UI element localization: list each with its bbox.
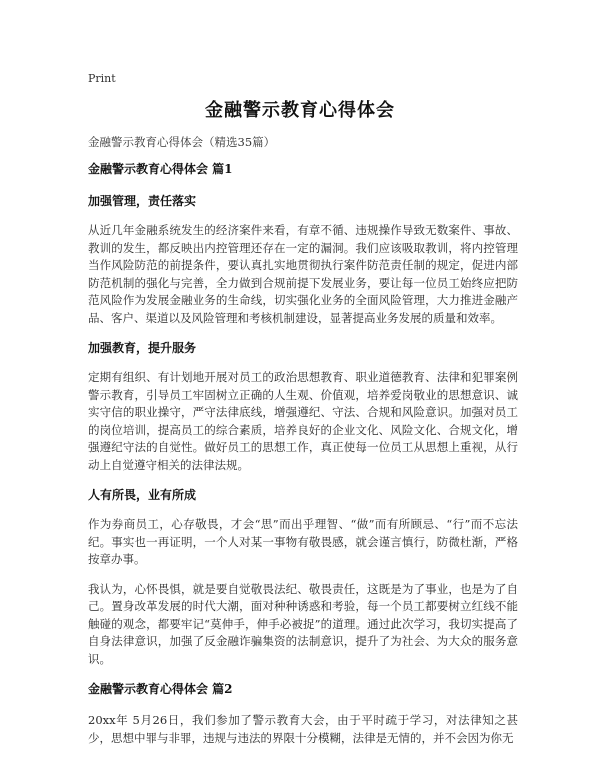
paragraph: 我认为，心怀畏惧，就是要自觉敬畏法纪、敬畏责任，这既是为了事业，也是为了自己。置身改革发展的时代大潮，面对种种诱惑和考验，每一个员工都要树立红线不能触碰的观念，都要牢记“莫伸手，伸手必被捉”的道理。通过此次学习，我切实提高了自身法律意识，加强了反金融诈骗集资的法制意识，提升了为社会、为大众的服务意识。	[88, 581, 518, 666]
paragraph: 20xx年 5月26日，我们参加了警示教育大会，由于平时疏于学习，对法律知之甚少，思想中罪与非罪，违规与违法的界限十分模糊，法律是无情的，并不会因为你无	[88, 713, 518, 745]
document-title: 金融警示教育心得体会	[205, 100, 395, 121]
section-heading: 加强管理，责任落实	[88, 194, 197, 208]
article-2-heading: 金融警示教育心得体会 篇2	[88, 682, 233, 696]
paragraph: 作为券商员工，心存敬畏，才会“思”而出乎理智、“做”而有所顾忌、“行”而不忘法纪。事实也一再证明，一个人对某一事物有敬畏感，就会谨言慎行，防微杜渐，严格按章办事。	[88, 517, 518, 566]
section-heading: 人有所畏，业有所成	[88, 488, 197, 502]
paragraph: 从近几年金融系统发生的经济案件来看，有章不循、违规操作导致无数案件、事故、教训的发生，都反映出内控管理还存在一定的漏洞。我们应该吸取教训，将内控管理当作风险防范的前提条件，要认真扎实地贯彻执行案件防范责任制的规定，促进内部防范机制的强化与完善，全力做到合规前提下发展业务，要让每一位员工始终应把防范风险作为发展金融业务的生命线，切实强化业务的全面风险管理，大力推进金融产品、客户、渠道以及风险管理和考核机制建设，显著提高业务发展的质量和效率。	[88, 223, 518, 325]
document-subtitle: 金融警示教育心得体会（精选35篇）	[88, 135, 276, 149]
paragraph: 定期有组织、有计划地开展对员工的政治思想教育、职业道德教育、法律和犯罪案例警示教育，引导员工牢固树立正确的人生观、价值观，培养爱岗敬业的思想意识、诚实守信的职业操守，严守法律底线，增强遵纪、守法、合规和风险意识。加强对员工的岗位培训，提高员工的综合素质，培养良好的企业文化、风险文化、合规文化，增强遵纪守法的自觉性。做好员工的思想工作，真正使每一位员工从思想上重视，从行动上自觉遵守相关的法律法规。	[88, 370, 518, 472]
print-label[interactable]: Print	[88, 72, 116, 85]
article-1-heading: 金融警示教育心得体会 篇1	[88, 162, 233, 176]
document-body	[88, 160, 518, 759]
section-heading: 加强教育，提升服务	[88, 341, 197, 355]
